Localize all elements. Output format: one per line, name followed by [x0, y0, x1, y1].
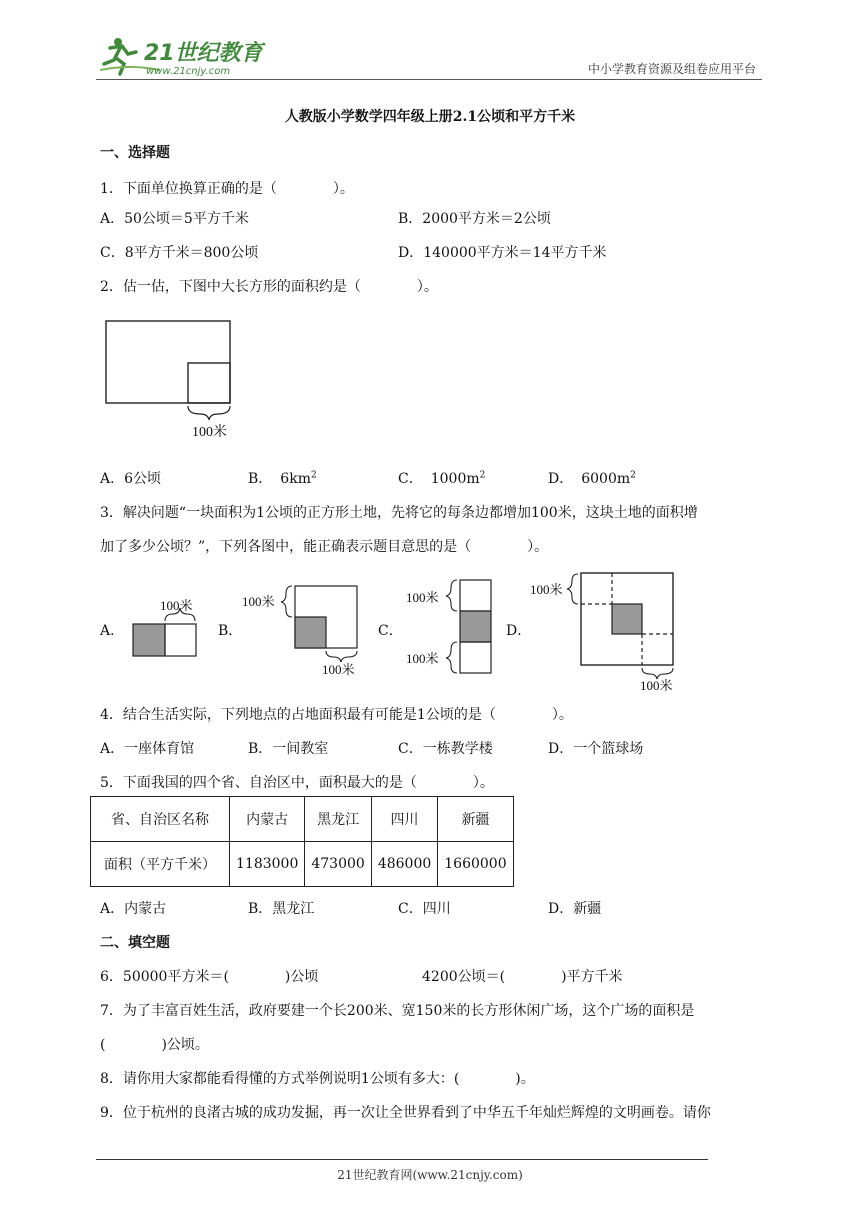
q2-option-c: C． $1000m^2$: [398, 470, 486, 487]
q3-a-label: 100米: [160, 598, 193, 613]
q7-line2: ( )公顷。: [100, 1037, 209, 1053]
q3-b-label-bottom: 100米: [322, 662, 355, 677]
q3-label-a: A．: [100, 623, 125, 639]
q5-stem: 5．下面我国的四个省、自治区中，面积最大的是（ ）。: [100, 775, 494, 791]
logo-url: www.21cnjy.com: [146, 66, 231, 77]
footer-divider: [96, 1159, 708, 1160]
q4-option-c: C．一栋教学楼: [398, 741, 493, 757]
q1-option-b: B．2000平方米＝2公顷: [398, 211, 551, 227]
q7-line1: 7．为了丰富百姓生活，政府要建一个长200米、宽150米的长方形休闲广场，这个广场的面积是: [100, 1003, 695, 1019]
table-cell: 面积（平方千米）: [91, 842, 230, 887]
table-row: [91, 842, 514, 887]
q3-c-label-top: 100米: [406, 590, 439, 605]
q5-option-c: C．四川: [398, 901, 451, 917]
q3-d-label-bottom: 100米: [640, 678, 673, 693]
q9-line1: 9．位于杭州的良渚古城的成功发掘，再一次让全世界看到了中华五千年灿烂辉煌的文明画卷。请你: [100, 1105, 711, 1121]
table-cell: 黑龙江: [305, 797, 371, 842]
q3-stem-line1: 3．解决问题“一块面积为1公顷的正方形土地，先将它的每条边都增加100米，这块土地的面积增: [100, 505, 698, 521]
q2-stem: 2．估一估，下图中大长方形的面积约是（ ）。: [100, 279, 438, 295]
q2-option-d: D． $6000m^2$: [548, 470, 636, 487]
q8-stem: 8．请你用大家都能看得懂的方式举例说明1公顷有多大：( )。: [100, 1071, 535, 1087]
q5-option-d: D．新疆: [548, 901, 602, 917]
21cnjy-logo: [100, 34, 270, 78]
q1-stem: 1．下面单位换算正确的是（ ）。: [100, 181, 354, 197]
q3-d-label-left: 100米: [530, 582, 563, 597]
table-row: [91, 797, 514, 842]
province-area-table: [90, 796, 514, 887]
q3-b-label-left: 100米: [242, 594, 275, 609]
q3-label-b: B．: [218, 623, 243, 639]
q1-option-d: D．140000平方米＝14平方千米: [398, 245, 607, 261]
q4-stem: 4．结合生活实际，下列地点的占地面积最有可能是1公顷的是（ ）。: [100, 707, 573, 723]
q2-option-a: A．6公顷: [100, 471, 162, 487]
q5-option-b: B．黑龙江: [248, 901, 315, 917]
q3-figure-a: [128, 594, 202, 660]
q4-option-a: A．一座体育馆: [100, 741, 195, 757]
q2-figure-label: 100米: [192, 425, 227, 440]
q3-stem-line2: 加了多少公顷？”，下列各图中，能正确表示题目意思的是（ ）。: [100, 539, 549, 555]
document-title: 人教版小学数学四年级上册2.1公顷和平方千米: [284, 109, 576, 125]
q5-option-a: A．内蒙古: [100, 901, 167, 917]
header-divider: [96, 79, 762, 80]
table-cell: 内蒙古: [230, 797, 305, 842]
q2-option-b: B． $6km^2$: [248, 470, 317, 487]
section-fill-heading: 二、填空题: [100, 935, 170, 951]
q4-option-d: D．一个篮球场: [548, 741, 644, 757]
q3-figure-b: [240, 582, 364, 678]
q1-option-a: A．50公顷＝5平方千米: [100, 211, 249, 227]
q2-rectangle-figure: [100, 318, 240, 442]
logo-text: 21世纪教育: [144, 41, 263, 66]
q1-option-c: C．8平方千米＝800公顷: [100, 245, 259, 261]
q3-figure-d: [528, 570, 678, 694]
table-cell: 486000: [371, 842, 437, 887]
table-cell: 473000: [305, 842, 371, 887]
table-cell: 新疆: [438, 797, 513, 842]
table-cell: 四川: [371, 797, 437, 842]
q3-figure-c: [404, 576, 496, 676]
table-cell: 1183000: [230, 842, 305, 887]
q4-option-b: B．一间教室: [248, 741, 329, 757]
footer-text: 21世纪教育网(www.21cnjy.com): [337, 1168, 523, 1182]
table-cell: 1660000: [438, 842, 513, 887]
q3-label-c: C．: [378, 623, 403, 639]
q3-c-label-bottom: 100米: [406, 651, 439, 666]
table-cell: 省、自治区名称: [91, 797, 230, 842]
section-choice-heading: 一、选择题: [100, 145, 170, 161]
q6-part1: 6．50000平方米＝( )公顷: [100, 969, 319, 985]
q3-label-d: D．: [506, 623, 532, 639]
q6-part2: 4200公顷＝( )平方千米: [422, 969, 623, 985]
platform-text: 中小学教育资源及组卷应用平台: [587, 62, 756, 76]
